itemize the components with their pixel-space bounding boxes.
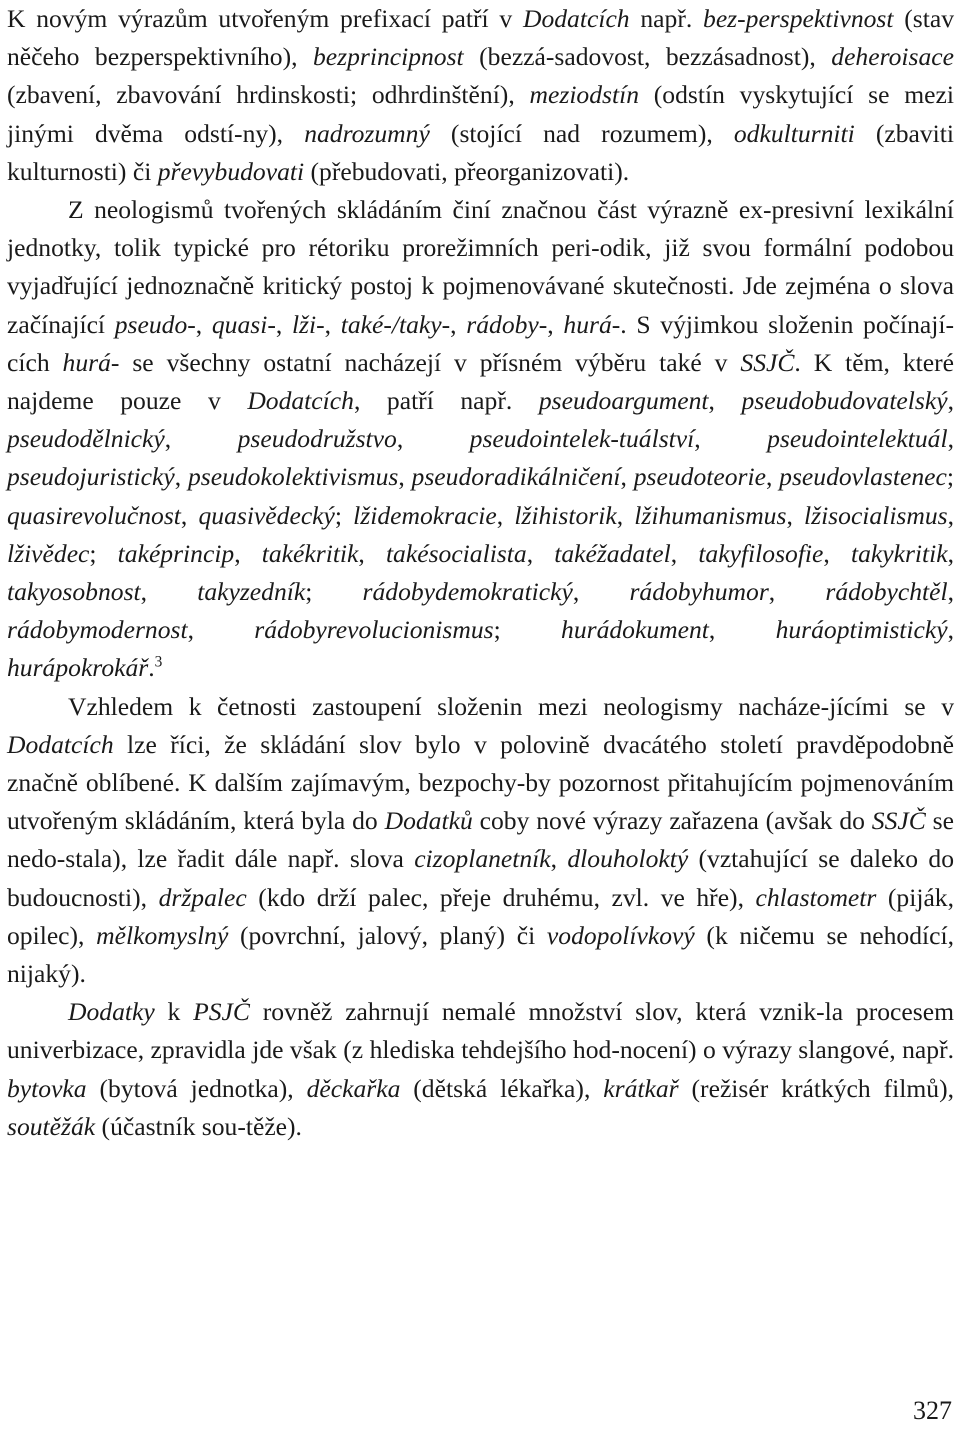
- page-body: [7, 0, 954, 1146]
- text-run: K novým výrazům utvořeným prefixací patří v: [7, 4, 523, 33]
- text-run: (přebudovati, přeorganizovati).: [304, 156, 630, 186]
- italic-term: taképrincip: [117, 538, 235, 568]
- text-run: (k ničemu se nehodící, nijaký).: [7, 920, 954, 989]
- italic-term: rádobyhumor: [629, 577, 769, 607]
- italic-term: lžidemokracie: [353, 500, 497, 530]
- italic-term: huráoptimistický: [775, 615, 948, 645]
- text-run: (režisér krátkých filmů),: [678, 1073, 954, 1103]
- text-run: (piják, opilec),: [7, 882, 954, 950]
- italic-term: pseudoargument: [538, 386, 709, 416]
- text-run: Z neologismů tvořených skládáním činí značnou část výrazně ex-presivní lexikální jednotky, tolik typické pro rétoriku prorežimních peri-odik, již svou formální podobou vyjadřující jednoznačně kritický postoj k pojmenovávané skutečnosti. Jde zejména o slova začínající: [7, 195, 954, 339]
- text-run: ,: [947, 615, 955, 645]
- italic-term: bezprincipnost: [312, 42, 464, 72]
- italic-term: takékritik: [261, 538, 359, 568]
- paragraph-1: [7, 0, 954, 191]
- italic-term: pseudoteorie: [633, 462, 766, 492]
- text-run: ;: [305, 577, 363, 607]
- italic-term: Dodatky: [68, 997, 155, 1027]
- italic-term: quasi-: [211, 309, 276, 339]
- italic-term: soutěžák: [7, 1111, 96, 1141]
- italic-term: takésocialista: [385, 538, 527, 568]
- text-run: ,: [708, 615, 776, 645]
- text-run: ,: [572, 577, 630, 607]
- text-run: . K těm, které najdeme pouze v: [7, 347, 954, 416]
- text-run: ,: [450, 309, 467, 339]
- text-run: ,: [708, 386, 742, 416]
- italic-term: pseudobudovatelský: [741, 386, 948, 416]
- italic-term: rádobydemokratický: [362, 577, 573, 607]
- italic-term: Dodatcích: [7, 729, 114, 759]
- italic-term: chlastometr: [755, 882, 877, 912]
- text-run: (zbavení, zbavování hrdinskosti; odhrdinštění),: [7, 80, 530, 110]
- paragraph-2: [7, 191, 954, 688]
- italic-term: pseudo-: [114, 309, 196, 339]
- italic-term: SSJČ: [740, 347, 795, 377]
- text-run: (kdo drží palec, přeje druhému, zvl. ve hře),: [246, 882, 756, 912]
- italic-term: rádobychtěl: [825, 577, 948, 607]
- text-run: (stojící nad rozumem),: [429, 118, 734, 148]
- italic-term: lži-: [291, 309, 325, 339]
- italic-term: pseudokolektivismus: [187, 462, 399, 492]
- italic-term: odkulturniti: [733, 118, 855, 148]
- text-run: ;: [89, 538, 118, 568]
- text-run: ,: [947, 577, 955, 607]
- text-run: ,: [620, 462, 634, 492]
- text-run: ,: [496, 500, 515, 530]
- italic-term: takéžadatel: [554, 538, 671, 568]
- text-run: ,: [823, 538, 851, 568]
- italic-term: hurádokument: [561, 615, 709, 645]
- text-run: ;: [946, 462, 955, 492]
- text-run: k: [154, 997, 194, 1027]
- text-run: (bytová jednotka),: [86, 1073, 307, 1103]
- paragraph-3: [7, 688, 954, 994]
- text-run: ,: [765, 462, 780, 492]
- italic-term: meziodstín: [529, 80, 640, 110]
- text-run: ,: [324, 309, 341, 339]
- italic-term: SSJČ: [871, 806, 926, 836]
- text-run: (stav něčeho bezperspektivního),: [7, 4, 955, 72]
- italic-term: lžihumanismus: [634, 500, 787, 530]
- text-run: ,: [234, 538, 262, 568]
- text-run: ;: [334, 500, 354, 530]
- text-run: lze říci, že skládání slov bylo v polovině dvacátého století pravděpodobně značně oblíbené. K dalším zajímavým, bezpochy-by pozornost přitahujícím pojmenováním utvořeným skládáním, která byla do: [7, 729, 954, 836]
- italic-term: takyosobnost: [7, 577, 141, 607]
- text-run: ,: [174, 462, 188, 492]
- text-run: (povrchní, jalový, planý) či: [228, 920, 547, 950]
- italic-term: takykritik: [850, 538, 948, 568]
- text-run: ,: [947, 386, 954, 416]
- text-run: . S výjimkou složenin počínají-cích: [7, 309, 955, 377]
- text-run: ,: [616, 500, 635, 530]
- italic-term: rádoby-: [466, 309, 548, 339]
- italic-term: lžihistorik: [514, 500, 617, 530]
- italic-term: pseudojuristický: [7, 462, 175, 492]
- text-run: (účastník sou-těže).: [95, 1111, 302, 1141]
- text-run: Vzhledem k četnosti zastoupení složenin mezi neologismy nacháze-jícími se v: [68, 691, 954, 721]
- italic-term: Dodatcích: [522, 4, 630, 33]
- text-run: ;: [493, 615, 562, 645]
- italic-term: bytovka: [7, 1073, 87, 1103]
- text-run: (vztahující se daleko do budoucnosti),: [7, 844, 954, 912]
- italic-term: deheroisace: [831, 42, 954, 72]
- italic-term: pseudodělnický: [7, 424, 165, 454]
- text-run: ,: [550, 844, 568, 874]
- italic-term: PSJČ: [193, 997, 250, 1027]
- text-run: , patří např.: [353, 386, 539, 416]
- text-run: ,: [694, 424, 768, 454]
- italic-term: pseudovlastenec: [779, 462, 947, 492]
- text-run: ,: [275, 309, 292, 339]
- text-run: ,: [187, 615, 255, 645]
- italic-term: takyfilosofie: [698, 538, 824, 568]
- text-run: coby nové výrazy zařazena (avšak do: [472, 806, 872, 836]
- italic-term: držpalec: [158, 882, 247, 912]
- text-run: ,: [947, 538, 954, 568]
- text-run: ,: [786, 500, 804, 530]
- italic-term: dlouholoktý: [567, 844, 689, 874]
- italic-term: hurá-: [62, 347, 120, 377]
- italic-term: lžisocialismus: [804, 500, 948, 530]
- italic-term: takyzedník: [197, 577, 306, 607]
- paragraph-4: [7, 993, 954, 1146]
- italic-term: mělkomyslný: [96, 920, 229, 950]
- italic-term: bez-perspektivnost: [703, 4, 894, 33]
- text-run: rovněž zahrnují nemalé množství slov, která vznik-la procesem univerbizace, zpravidla jde však (z hlediska tehdejšího hod-nocení) o výrazy slangové, např.: [7, 997, 954, 1065]
- text-run: ,: [398, 462, 412, 492]
- text-run: např.: [629, 4, 704, 33]
- italic-term: rádobymodernost: [7, 615, 188, 645]
- italic-term: quasirevolučnost: [7, 500, 181, 530]
- italic-term: lživědec: [7, 538, 90, 568]
- italic-term: Dodatků: [384, 806, 473, 836]
- page-number: 327: [913, 1396, 952, 1425]
- text-run: (zbaviti kulturnosti) či: [7, 118, 954, 186]
- italic-term: quasivědecký: [198, 500, 335, 530]
- text-run: ,: [195, 309, 212, 339]
- italic-term: pseudointelek-tuálství: [469, 424, 695, 454]
- text-run: ,: [358, 538, 386, 568]
- text-run: se všechny ostatní nacházejí v přísném výběru také v: [119, 347, 741, 377]
- italic-term: nadrozumný: [304, 118, 430, 148]
- text-run: ,: [396, 424, 470, 454]
- footnote-ref: 3: [154, 653, 163, 671]
- italic-term: Dodatcích: [247, 386, 354, 416]
- italic-term: děckařka: [306, 1073, 401, 1103]
- italic-term: také-/taky-: [340, 309, 451, 339]
- italic-term: pseudointelektuál: [767, 424, 948, 454]
- italic-term: cizoplanetník: [414, 844, 551, 874]
- text-run: (odstín vyskytující se mezi jinými dvěma odstí-ny),: [7, 80, 954, 148]
- text-run: ,: [526, 538, 555, 568]
- text-run: ,: [768, 577, 826, 607]
- text-run: (dětská lékařka),: [400, 1073, 604, 1103]
- italic-term: hurá-: [563, 309, 621, 339]
- text-run: se nedo-stala), lze řadit dále např. slova: [7, 806, 954, 874]
- italic-term: vodopolívkový: [546, 920, 695, 950]
- text-run: ,: [947, 500, 955, 530]
- text-run: ,: [670, 538, 699, 568]
- italic-term: rádobyrevolucionismus: [254, 615, 494, 645]
- italic-term: hurápokrokář: [7, 653, 149, 683]
- text-run: ,: [947, 424, 954, 454]
- text-run: ,: [180, 500, 199, 530]
- text-run: ,: [547, 309, 564, 339]
- text-run: .: [148, 653, 155, 683]
- text-run: ,: [164, 424, 238, 454]
- text-run: ,: [140, 577, 198, 607]
- italic-term: pseudoradikálničení: [411, 462, 621, 492]
- italic-term: pseudodružstvo: [237, 424, 397, 454]
- text-run: (bezzá-sadovost, bezzásadnost),: [463, 42, 832, 72]
- italic-term: krátkař: [603, 1073, 679, 1103]
- italic-term: převybudovati: [157, 156, 305, 186]
